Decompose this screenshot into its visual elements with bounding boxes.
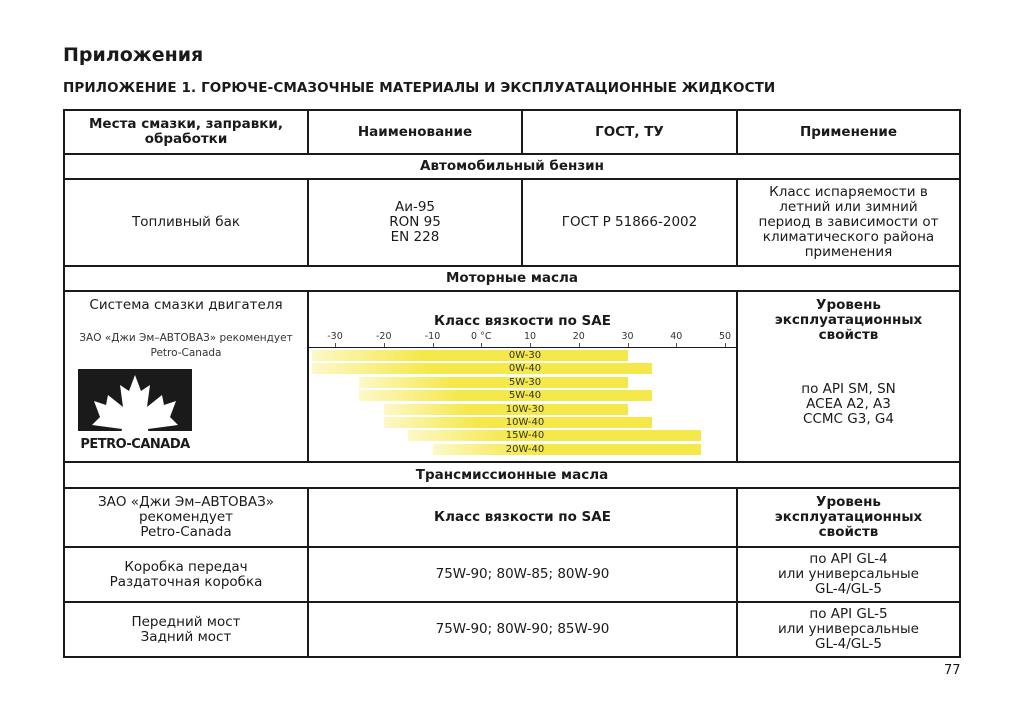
- temp-tick-mark: [335, 343, 336, 347]
- page-number: 77: [944, 663, 961, 678]
- viscosity-bar-label: 0W-40: [508, 363, 542, 375]
- fuel-name-2: RON 95: [389, 214, 441, 230]
- row-line-motor-section: [63, 290, 961, 292]
- row-line-motor-chart: [307, 347, 738, 348]
- viscosity-bar-label: 20W-40: [505, 443, 545, 455]
- motor-level-2: ACEA A2, A3: [806, 396, 891, 412]
- trans-row1-level-3: GL-4/GL-5: [815, 581, 882, 597]
- temp-tick-mark: [628, 343, 629, 347]
- motor-sae-header: Класс вязкости по SAE: [434, 312, 611, 329]
- motor-recommends: ЗАО «Джи Эм–АВТОВАЗ» рекомендует: [79, 331, 293, 344]
- trans-row1-sae: 75W-90; 80W-85; 80W-90: [435, 566, 610, 582]
- temp-tick-mark: [725, 343, 726, 347]
- viscosity-bar-label: 5W-40: [508, 390, 542, 402]
- appendix-title: ПРИЛОЖЕНИЕ 1. ГОРЮЧЕ-СМАЗОЧНЫЕ МАТЕРИАЛЫ И ЭКСПЛУАТАЦИОННЫЕ ЖИДКОСТИ: [63, 80, 776, 96]
- trans-level-header-3: свойств: [818, 524, 879, 540]
- trans-sae-header: Класс вязкости по SAE: [434, 509, 611, 525]
- fuel-usage-3: период в зависимости от: [758, 214, 939, 230]
- fuel-usage-1: Класс испаряемости в: [769, 184, 928, 200]
- motor-place: Система смазки двигателя: [89, 296, 283, 313]
- motor-level-header-3: свойств: [818, 326, 879, 343]
- header-name: Наименование: [357, 123, 473, 140]
- fuel-usage: [738, 180, 959, 265]
- petro-canada-logo-text: PETRO-CANADA: [80, 437, 190, 452]
- viscosity-bar: [359, 377, 627, 388]
- trans-row2-level-2: или универсальные: [778, 621, 919, 637]
- trans-recommends: [65, 489, 307, 546]
- motor-level-header-1: Уровень: [816, 296, 881, 313]
- trans-row2-sae: 75W-90; 80W-90; 85W-90: [435, 621, 610, 637]
- viscosity-bar-label: 10W-30: [505, 403, 545, 415]
- viscosity-bar: [312, 363, 652, 374]
- fuel-name-3: EN 228: [390, 229, 440, 245]
- motor-level-1: по API SM, SN: [801, 381, 896, 397]
- fuel-usage-2: летний или зимний: [779, 199, 918, 215]
- trans-row2-place: [65, 603, 307, 656]
- fuel-usage-4: климатического района: [762, 229, 935, 245]
- page-title: Приложения: [63, 44, 204, 66]
- viscosity-bar-label: 0W-30: [508, 350, 542, 361]
- trans-row1-place-1: Коробка передач: [124, 558, 248, 575]
- temp-tick-mark: [433, 343, 434, 347]
- trans-level-header: [738, 489, 959, 546]
- trans-row1-level: [738, 548, 959, 601]
- section-motor-oils: Моторные масла: [445, 270, 578, 286]
- header-places-line2: обработки: [144, 131, 228, 147]
- fuel-place: Топливный бак: [132, 214, 240, 230]
- temp-tick-mark: [384, 343, 385, 347]
- temp-tick-mark: [676, 343, 677, 347]
- motor-level-values: [738, 348, 959, 461]
- temp-tick-mark: [530, 343, 531, 347]
- motor-level-header-2: эксплуатационных: [774, 311, 923, 328]
- viscosity-bar-label: 10W-40: [505, 417, 545, 428]
- section-transmission: Трансмиссионные масла: [415, 467, 609, 483]
- motor-level-3: CCMC G3, G4: [803, 411, 894, 427]
- viscosity-bar: [408, 430, 701, 441]
- trans-row2-level-3: GL-4/GL-5: [815, 636, 882, 652]
- trans-row2-place-1: Передний мост: [131, 613, 241, 630]
- trans-row2-level: [738, 603, 959, 656]
- header-places-line1: Места смазки, заправки,: [88, 116, 284, 132]
- row-line-motor: [63, 461, 961, 463]
- viscosity-bar: [312, 350, 628, 361]
- trans-recommends-2: рекомендует: [138, 509, 234, 525]
- fuel-names: [309, 180, 521, 265]
- viscosity-bar-label: 15W-40: [505, 430, 545, 442]
- header-usage: Применение: [799, 123, 898, 140]
- temp-tick-mark: [481, 343, 482, 347]
- trans-row2-level-1: по API GL-5: [809, 606, 888, 622]
- fuel-usage-5: применения: [804, 244, 893, 260]
- header-places: [65, 111, 307, 153]
- header-gost: ГОСТ, ТУ: [595, 123, 664, 140]
- trans-row1-place: [65, 548, 307, 601]
- trans-recommends-1: ЗАО «Джи Эм–АВТОВАЗ»: [98, 494, 274, 510]
- motor-level-header: [738, 293, 959, 347]
- section-fuel: Автомобильный бензин: [420, 158, 604, 174]
- fuel-name-1: Аи-95: [394, 199, 436, 215]
- trans-row1-place-2: Раздаточная коробка: [109, 573, 263, 590]
- trans-row2-place-2: Задний мост: [140, 628, 232, 645]
- trans-recommends-3: Petro-Canada: [140, 524, 232, 540]
- motor-brand: Petro-Canada: [150, 346, 222, 359]
- trans-row1-level-2: или универсальные: [778, 566, 919, 582]
- fuel-gost: ГОСТ Р 51866-2002: [561, 214, 698, 230]
- viscosity-bar: [359, 390, 652, 401]
- temp-tick-mark: [579, 343, 580, 347]
- trans-row1-level-1: по API GL-4: [809, 551, 888, 567]
- trans-level-header-2: эксплуатационных: [774, 509, 923, 525]
- viscosity-bar: [433, 444, 701, 455]
- viscosity-bar-label: 5W-30: [508, 376, 542, 388]
- trans-level-header-1: Уровень: [816, 494, 881, 510]
